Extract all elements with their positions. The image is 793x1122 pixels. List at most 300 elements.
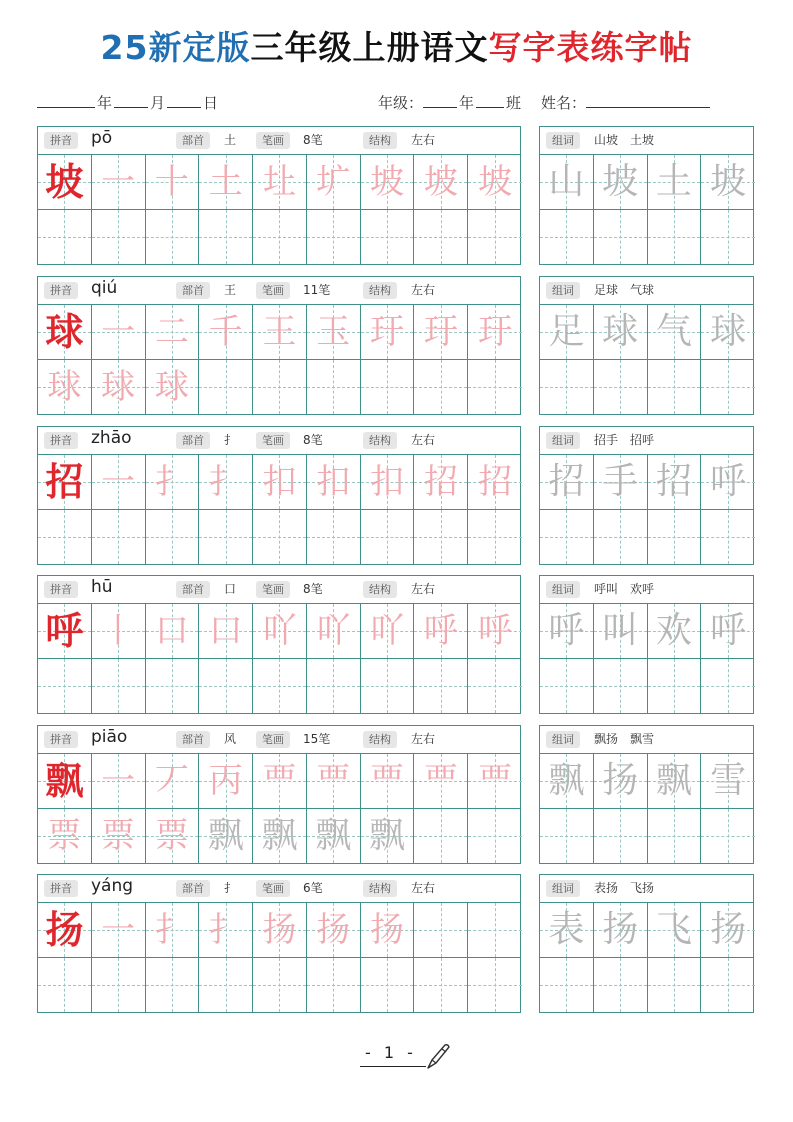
stroke-step-cell (253, 903, 307, 957)
blank-grid-cell[interactable] (648, 510, 702, 564)
stroke-step-cell (199, 455, 253, 509)
blank-grid-cell[interactable] (540, 809, 594, 863)
stroke-step-cell-char: 王 (262, 312, 297, 352)
blank-grid-cell[interactable] (361, 659, 415, 713)
word-char-cell[interactable] (540, 455, 594, 509)
practice-block (37, 426, 521, 565)
blank-grid-cell[interactable] (253, 659, 307, 713)
stroke-step-cell (307, 155, 361, 209)
blank-grid-cell[interactable] (199, 958, 253, 1012)
blank-grid-cell[interactable] (92, 510, 146, 564)
stroke-step-cell (92, 305, 146, 359)
word-char-cell[interactable] (540, 155, 594, 209)
word-char-cell-char: 手 (602, 461, 639, 502)
structure-label: 结构 (363, 880, 397, 897)
stroke-step-cell-char: 覀 (316, 761, 351, 801)
blank-grid-cell[interactable] (146, 659, 200, 713)
year-blank[interactable] (37, 94, 95, 108)
stroke-step-cell (146, 455, 200, 509)
stroke-step-cell (361, 754, 415, 808)
blank-grid-cell[interactable] (648, 210, 702, 264)
blank-grid-cell[interactable] (307, 210, 361, 264)
strokes-label: 笔画 (256, 432, 290, 449)
blank-grid-cell[interactable] (253, 210, 307, 264)
trace-char-cell[interactable] (253, 809, 307, 863)
blank-grid-cell[interactable] (594, 510, 648, 564)
stroke-step-cell-char: 扣 (262, 462, 297, 502)
word-blank-row (540, 510, 753, 564)
stroke-step-cell-char: 覀 (370, 761, 405, 801)
char-info-bar (38, 875, 520, 903)
stroke-step-cell (307, 455, 361, 509)
blank-grid-cell[interactable] (361, 360, 415, 414)
word-char-cell[interactable] (594, 604, 648, 658)
word-char-cell-char: 飞 (655, 909, 692, 950)
blank-grid-cell[interactable] (594, 809, 648, 863)
word-char-cell-char: 欢 (655, 610, 692, 651)
name-label: 姓名： (541, 94, 587, 112)
word-char-cell[interactable] (540, 305, 594, 359)
stroke-step-cell-char: 扌 (154, 910, 189, 950)
stroke-step-cell-char: 土 (208, 162, 243, 202)
trace-char-cell-char: 票 (154, 816, 189, 856)
words-value: 飘扬 飘雪 (594, 732, 655, 746)
word-char-cell-char: 球 (710, 311, 747, 352)
blank-grid-cell[interactable] (540, 510, 594, 564)
strokes-label: 笔画 (256, 282, 290, 299)
blank-grid-cell[interactable] (38, 210, 92, 264)
word-char-cell-char: 扬 (602, 760, 639, 801)
tracing-row (38, 210, 520, 264)
stroke-step-cell-char: 口 (154, 611, 189, 651)
tracing-row (38, 659, 520, 713)
stroke-step-cell (253, 155, 307, 209)
word-practice-block (539, 725, 754, 864)
trace-char-cell-char: 票 (47, 816, 82, 856)
student-info-line (378, 92, 710, 113)
structure-value: 左右 (411, 881, 436, 895)
page-footer (360, 1040, 460, 1070)
blank-grid-cell[interactable] (361, 210, 415, 264)
char-info-bar (38, 127, 520, 155)
blank-grid-cell[interactable] (253, 958, 307, 1012)
blank-grid-cell[interactable] (92, 659, 146, 713)
blank-grid-cell[interactable] (468, 510, 522, 564)
class-blank[interactable] (476, 94, 504, 108)
blank-grid-cell[interactable] (540, 360, 594, 414)
stroke-order-row (38, 903, 520, 958)
word-char-cell-char: 呼 (710, 461, 747, 502)
stroke-step-cell-char: 呼 (423, 611, 458, 651)
word-blank-row (540, 958, 753, 1012)
words-value: 招手 招呼 (594, 433, 655, 447)
stroke-step-cell-char: 一 (101, 312, 136, 352)
month-label: 月 (150, 94, 166, 112)
blank-grid-cell[interactable] (594, 360, 648, 414)
radical-value: 扌 (224, 433, 237, 447)
stroke-step-cell-char: 覀 (478, 761, 513, 801)
date-line (37, 92, 220, 113)
stroke-step-cell (146, 903, 200, 957)
word-char-cell-char: 足 (548, 311, 585, 352)
word-char-cell[interactable] (701, 903, 755, 957)
word-trace-row (540, 903, 753, 958)
radical-value: 王 (224, 283, 237, 297)
word-blank-row (540, 360, 753, 414)
trace-char-cell[interactable] (146, 809, 200, 863)
words-label: 组词 (546, 581, 580, 598)
blank-grid-cell[interactable] (361, 958, 415, 1012)
stroke-step-cell-char: 一 (101, 761, 136, 801)
model-char-cell (38, 754, 92, 808)
blank-grid-cell[interactable] (468, 210, 522, 264)
radical-value: 风 (224, 732, 237, 746)
word-char-cell[interactable] (701, 305, 755, 359)
trace-char-cell[interactable] (146, 360, 200, 414)
word-char-cell[interactable] (648, 754, 702, 808)
day-blank[interactable] (167, 94, 201, 108)
words-value: 呼叫 欢呼 (594, 582, 655, 596)
word-info-bar (540, 127, 753, 155)
blank-grid-cell[interactable] (648, 360, 702, 414)
strokes-label: 笔画 (256, 880, 290, 897)
structure-value: 左右 (411, 133, 436, 147)
word-char-cell[interactable] (594, 754, 648, 808)
word-char-cell[interactable] (701, 754, 755, 808)
word-char-cell[interactable] (648, 305, 702, 359)
blank-grid-cell[interactable] (146, 210, 200, 264)
word-char-cell[interactable] (701, 455, 755, 509)
blank-grid-cell[interactable] (307, 360, 361, 414)
stroke-step-cell-char: 招 (423, 462, 458, 502)
stroke-step-cell (414, 305, 468, 359)
blank-grid-cell[interactable] (199, 510, 253, 564)
char-info-bar (38, 726, 520, 754)
practice-block (37, 276, 521, 415)
stroke-step-cell (361, 604, 415, 658)
blank-grid-cell[interactable] (414, 903, 468, 957)
word-char-cell[interactable] (648, 455, 702, 509)
blank-grid-cell[interactable] (701, 958, 755, 1012)
stroke-step-cell (414, 754, 468, 808)
blank-grid-cell[interactable] (38, 659, 92, 713)
word-char-cell-char: 坡 (602, 161, 639, 202)
stroke-step-cell (253, 455, 307, 509)
blank-grid-cell[interactable] (540, 210, 594, 264)
blank-grid-cell[interactable] (468, 659, 522, 713)
blank-grid-cell[interactable] (594, 210, 648, 264)
word-char-cell[interactable] (648, 604, 702, 658)
word-char-cell-char: 招 (655, 461, 692, 502)
model-char-cell (38, 455, 92, 509)
trace-char-cell-char: 票 (101, 816, 136, 856)
blank-grid-cell[interactable] (146, 958, 200, 1012)
structure-value: 左右 (411, 732, 436, 746)
tracing-row (38, 360, 520, 414)
word-char-cell[interactable] (701, 604, 755, 658)
strokes-value: 8笔 (303, 133, 323, 147)
model-char-cell-char: 招 (45, 459, 84, 504)
blank-grid-cell[interactable] (199, 360, 253, 414)
stroke-step-cell (307, 754, 361, 808)
strokes-label: 笔画 (256, 731, 290, 748)
trace-char-cell-char: 飘 (315, 815, 352, 856)
stroke-step-cell-char: 扣 (316, 462, 351, 502)
pen-icon (424, 1042, 452, 1070)
word-practice-block (539, 874, 754, 1013)
blank-grid-cell[interactable] (38, 510, 92, 564)
strokes-value: 11笔 (303, 283, 331, 297)
stroke-step-cell-char: 十 (154, 162, 189, 202)
word-char-cell-char: 呼 (548, 610, 585, 651)
stroke-order-row (38, 155, 520, 210)
model-char-cell (38, 305, 92, 359)
model-char-cell (38, 604, 92, 658)
word-char-cell[interactable] (540, 604, 594, 658)
word-char-cell[interactable] (594, 155, 648, 209)
blank-grid-cell[interactable] (146, 510, 200, 564)
stroke-step-cell (307, 604, 361, 658)
structure-value: 左右 (411, 582, 436, 596)
practice-block (37, 874, 521, 1013)
trace-char-cell[interactable] (38, 809, 92, 863)
char-info-bar (38, 277, 520, 305)
stroke-step-cell (92, 754, 146, 808)
stroke-step-cell-char: 二 (154, 312, 189, 352)
words-label: 组词 (546, 432, 580, 449)
char-info-bar (38, 576, 520, 604)
stroke-step-cell-char: 口 (208, 611, 243, 651)
blank-grid-cell[interactable] (701, 210, 755, 264)
year-label: 年 (97, 94, 113, 112)
blank-grid-cell[interactable] (414, 360, 468, 414)
structure-label: 结构 (363, 282, 397, 299)
word-char-cell-char: 坡 (710, 161, 747, 202)
word-char-cell-char: 叫 (602, 610, 639, 651)
stroke-step-cell-char: 圹 (316, 162, 351, 202)
word-info-bar (540, 576, 753, 604)
blank-grid-cell[interactable] (38, 958, 92, 1012)
stroke-step-cell (92, 903, 146, 957)
stroke-step-cell (253, 305, 307, 359)
word-char-cell[interactable] (540, 903, 594, 957)
stroke-step-cell (199, 754, 253, 808)
blank-grid-cell[interactable] (414, 809, 468, 863)
blank-grid-cell[interactable] (701, 659, 755, 713)
word-char-cell-char: 呼 (710, 610, 747, 651)
page-number: - 1 - (365, 1043, 417, 1062)
blank-grid-cell[interactable] (92, 958, 146, 1012)
word-char-cell-char: 球 (602, 311, 639, 352)
word-trace-row (540, 455, 753, 510)
blank-grid-cell[interactable] (414, 210, 468, 264)
page-title (0, 22, 793, 69)
blank-grid-cell[interactable] (414, 659, 468, 713)
stroke-step-cell (468, 155, 522, 209)
blank-grid-cell[interactable] (540, 958, 594, 1012)
word-blank-row (540, 659, 753, 713)
word-char-cell-char: 表 (548, 909, 585, 950)
blank-grid-cell[interactable] (540, 659, 594, 713)
stroke-step-cell-char: 圵 (262, 162, 297, 202)
word-char-cell-char: 山 (548, 161, 585, 202)
structure-label: 结构 (363, 581, 397, 598)
stroke-step-cell (414, 604, 468, 658)
blank-grid-cell[interactable] (468, 360, 522, 414)
strokes-value: 15笔 (303, 732, 331, 746)
word-char-cell[interactable] (594, 305, 648, 359)
word-info-bar (540, 726, 753, 754)
stroke-step-cell (92, 455, 146, 509)
stroke-step-cell-char: 玉 (316, 312, 351, 352)
model-char-cell-char: 呼 (45, 608, 84, 653)
blank-grid-cell[interactable] (414, 510, 468, 564)
footer-underline (360, 1066, 426, 1067)
trace-char-cell[interactable] (307, 809, 361, 863)
stroke-step-cell (92, 604, 146, 658)
words-label: 组词 (546, 132, 580, 149)
stroke-step-cell (361, 903, 415, 957)
practice-block (37, 575, 521, 714)
word-char-cell-char: 雪 (710, 760, 747, 801)
day-label: 日 (203, 94, 219, 112)
stroke-step-cell (414, 155, 468, 209)
model-char-cell (38, 903, 92, 957)
trace-char-cell[interactable] (38, 360, 92, 414)
word-info-bar (540, 277, 753, 305)
word-char-cell[interactable] (701, 155, 755, 209)
model-char-cell-char: 扬 (45, 907, 84, 952)
blank-grid-cell[interactable] (701, 510, 755, 564)
stroke-step-cell-char: 丙 (208, 761, 243, 801)
tracing-row (38, 510, 520, 564)
blank-grid-cell[interactable] (701, 809, 755, 863)
name-blank[interactable] (586, 94, 710, 108)
blank-grid-cell[interactable] (594, 659, 648, 713)
stroke-step-cell-char: 玗 (478, 312, 513, 352)
stroke-step-cell-char: 扌 (208, 910, 243, 950)
trace-char-cell-char: 飘 (261, 815, 298, 856)
stroke-step-cell-char: 坡 (370, 162, 405, 202)
words-value: 山坡 土坡 (594, 133, 655, 147)
stroke-step-cell-char: 招 (478, 462, 513, 502)
word-practice-block (539, 126, 754, 265)
word-char-cell-char: 招 (548, 461, 585, 502)
pinyin-value: pō (91, 128, 113, 148)
word-trace-row (540, 305, 753, 360)
grade-blank[interactable] (423, 94, 457, 108)
pinyin-label: 拼音 (44, 132, 78, 149)
stroke-step-cell (361, 455, 415, 509)
stroke-step-cell-char: 一 (101, 462, 136, 502)
blank-grid-cell[interactable] (594, 958, 648, 1012)
trace-char-cell[interactable] (199, 809, 253, 863)
radical-value: 土 (224, 133, 237, 147)
blank-grid-cell[interactable] (92, 210, 146, 264)
trace-char-cell-char: 球 (101, 367, 136, 407)
word-char-cell[interactable] (594, 903, 648, 957)
stroke-step-cell-char: 覀 (262, 761, 297, 801)
blank-grid-cell[interactable] (648, 809, 702, 863)
radical-label: 部首 (176, 581, 210, 598)
stroke-step-cell-char: 丨 (101, 611, 136, 651)
word-char-cell[interactable] (648, 155, 702, 209)
stroke-step-cell-char: 坡 (423, 162, 458, 202)
blank-grid-cell[interactable] (468, 903, 522, 957)
strokes-value: 6笔 (303, 881, 323, 895)
word-char-cell[interactable] (594, 455, 648, 509)
stroke-step-cell (468, 604, 522, 658)
blank-grid-cell[interactable] (253, 360, 307, 414)
word-blank-row (540, 210, 753, 264)
stroke-step-cell (468, 754, 522, 808)
stroke-step-cell-char: 吖 (316, 611, 351, 651)
word-practice-block (539, 426, 754, 565)
pinyin-label: 拼音 (44, 282, 78, 299)
trace-char-cell[interactable] (92, 809, 146, 863)
blank-grid-cell[interactable] (361, 510, 415, 564)
stroke-step-cell (468, 305, 522, 359)
stroke-step-cell-char: 扬 (262, 910, 297, 950)
stroke-step-cell-char: 坡 (478, 162, 513, 202)
stroke-step-cell-char: 扌 (154, 462, 189, 502)
stroke-step-cell-char: 扣 (370, 462, 405, 502)
word-char-cell[interactable] (648, 903, 702, 957)
blank-grid-cell[interactable] (701, 360, 755, 414)
word-trace-row (540, 604, 753, 659)
blank-grid-cell[interactable] (414, 958, 468, 1012)
blank-grid-cell[interactable] (307, 510, 361, 564)
radical-value: 扌 (224, 881, 237, 895)
blank-grid-cell[interactable] (253, 510, 307, 564)
stroke-step-cell-char: 丆 (154, 761, 189, 801)
strokes-label: 笔画 (256, 581, 290, 598)
stroke-step-cell (146, 754, 200, 808)
words-value: 足球 气球 (594, 283, 655, 297)
pinyin-value: hū (91, 577, 113, 597)
blank-grid-cell[interactable] (307, 958, 361, 1012)
blank-grid-cell[interactable] (307, 659, 361, 713)
trace-char-cell[interactable] (92, 360, 146, 414)
stroke-step-cell-char: 吖 (262, 611, 297, 651)
trace-char-cell-char: 球 (154, 367, 189, 407)
radical-value: 口 (224, 582, 237, 596)
blank-grid-cell[interactable] (648, 958, 702, 1012)
blank-grid-cell[interactable] (199, 210, 253, 264)
trace-char-cell[interactable] (361, 809, 415, 863)
stroke-step-cell (199, 155, 253, 209)
month-blank[interactable] (114, 94, 148, 108)
blank-grid-cell[interactable] (468, 809, 522, 863)
structure-label: 结构 (363, 132, 397, 149)
pinyin-value: zhāo (91, 428, 132, 448)
stroke-step-cell-char: 一 (101, 910, 136, 950)
stroke-step-cell (253, 604, 307, 658)
word-char-cell-char: 飘 (548, 760, 585, 801)
stroke-step-cell (468, 455, 522, 509)
strokes-label: 笔画 (256, 132, 290, 149)
blank-grid-cell[interactable] (199, 659, 253, 713)
blank-grid-cell[interactable] (648, 659, 702, 713)
stroke-order-row (38, 604, 520, 659)
word-char-cell[interactable] (540, 754, 594, 808)
word-trace-row (540, 155, 753, 210)
stroke-step-cell-char: 千 (208, 312, 243, 352)
structure-label: 结构 (363, 731, 397, 748)
blank-grid-cell[interactable] (468, 958, 522, 1012)
structure-value: 左右 (411, 433, 436, 447)
stroke-step-cell-char: 扬 (316, 910, 351, 950)
